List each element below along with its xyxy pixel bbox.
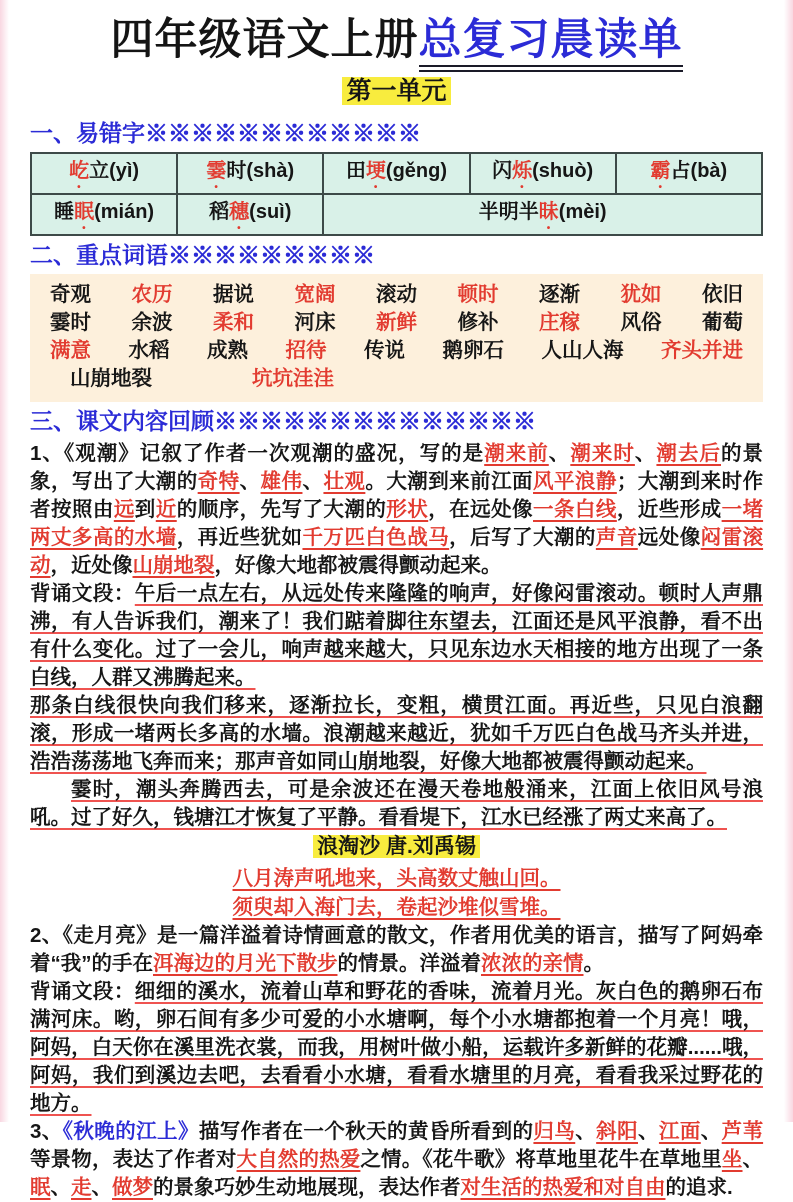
table-cell-shashi: 霎时(shà) [177, 153, 323, 194]
poem-line-2: 须臾却入海门去，卷起沙堆似雪堆。 [232, 896, 561, 919]
error-prone-characters-table [30, 152, 763, 236]
poem-title-row [30, 832, 763, 864]
scan-artifact-left [0, 0, 9, 1122]
recite-passage-3: 霎时，潮头奔腾西去，可是余波还在漫天卷地般涌来，江面上依旧风号浪吼。过了好久，钱塘江才恢复了平静。看看堤下，江水已经涨了两丈来高了。 [30, 778, 763, 829]
poem-line-1: 八月涛声吼地来，头高数丈触山回。 [232, 867, 561, 890]
scan-artifact-right [784, 0, 793, 1122]
page-title-blue-part: 总复习晨读单 [419, 16, 683, 72]
paragraph-zouyueliang-summary: 2、《走月亮》是一篇洋溢着诗情画意的散文，作者用优美的语言，描写了阿妈牵着“我”的手在洱海边的月光下散步的情景。洋溢着浓浓的亲情。 [30, 924, 763, 975]
word-row-1: 奇观 农历 据说 宽阔 滚动 顿时 逐渐 犹如 依旧 [50, 283, 743, 306]
paragraph-qiuwan-huaniuge-summary: 3、《秋晚的江上》描写作者在一个秋天的黄昏所看到的归鸟、斜阳、江面、芦苇等景物，表达了作者对大自然的热爱之情。《花牛歌》将草地里花牛在草地里坐、眠、走、做梦的景象巧妙生动地展现，表达作者对生活的热爱和对自由的追求. [30, 1120, 764, 1199]
page-title-black-part: 四年级语文上册 [110, 16, 419, 64]
table-cell-tiangeng: 田埂(gěng) [323, 153, 469, 194]
paragraph-guanchao-summary: 1、《观潮》记叙了作者一次观潮的盛况，写的是潮来前、潮来时、潮去后的景象，写出了大潮的奇特、雄伟、壮观。大潮到来前江面风平浪静；大潮到来时作者按照由远到近的顺序，先写了大潮的形状，在远处像一条白线，近些形成一堵两丈多高的水墙，再近些犹如千万匹白色战马，后写了大潮的声音远处像闷雷滚动，近处像山崩地裂，好像大地都被震得颤动起来。 [30, 442, 764, 577]
table-row [31, 153, 762, 194]
table-cell-daosui: 稻穗(suì) [177, 194, 323, 235]
word-row-3: 满意 水稻 成熟 招待 传说 鹅卵石 人山人海 齐头并进 [50, 339, 743, 362]
table-cell-banmingbanmei: 半明半昧(mèi) [323, 194, 762, 235]
page-title [30, 12, 763, 68]
recite-passage-1: 背诵文段：午后一点左右，从远处传来隆隆的响声，好像闷雷滚动。顿时人声鼎沸，有人告诉我们，潮来了！我们踮着脚往东望去，江面还是风平浪静，看不出有什么变化。过了一会儿，响声越来越大，只见东边水天相接的地方出现了一条白线，人群又沸腾起来。 [30, 582, 764, 689]
table-row [31, 194, 762, 235]
word-row-2: 霎时 余波 柔和 河床 新鲜 修补 庄稼 风俗 葡萄 [50, 311, 743, 334]
section2-heading: 二、重点词语※※※※※※※※※ [30, 242, 375, 268]
unit-subtitle: 第一单元 [342, 77, 450, 105]
word-row-4: 山崩地裂 坑坑洼洼 [70, 367, 334, 390]
unit-subtitle-row [30, 74, 763, 112]
section3-heading: 三、课文内容回顾※※※※※※※※※※※※※※ [30, 408, 536, 434]
table-cell-shuimian: 睡眠(mián) [31, 194, 177, 235]
table-cell-shanshuo: 闪烁(shuò) [470, 153, 616, 194]
poem-title: 浪淘沙 唐.刘禹锡 [313, 835, 480, 858]
section1-heading: 一、易错字※※※※※※※※※※※※ [30, 120, 421, 146]
recite-passage-2: 那条白线很快向我们移来，逐渐拉长，变粗，横贯江面。再近些，只见白浪翻滚，形成一堵两长多高的水墙。浪潮越来越近，犹如千万匹白色战马齐头并进，浩浩荡荡地飞奔而来；那声音如同山崩地裂，好像大地都被震得颤动起来。 [30, 694, 763, 773]
recite-passage-4: 背诵文段：细细的溪水，流着山草和野花的香味，流着月光。灰白色的鹅卵石布满河床。哟，卵石间有多少可爱的小水塘啊，每个小水塘都抱着一个月亮！哦，阿妈，白天你在溪里洗衣裳，而我，用树叶做小船，运载许多新鲜的花瓣......哦，阿妈，我们到溪边去吧，去看看小水塘，看看水塘里的月亮，看看我采过野花的地方。 [30, 980, 764, 1115]
table-cell-bazhan: 霸占(bà) [616, 153, 762, 194]
table-cell-yili: 屹立(yì) [31, 153, 177, 194]
key-words-box [30, 274, 763, 402]
